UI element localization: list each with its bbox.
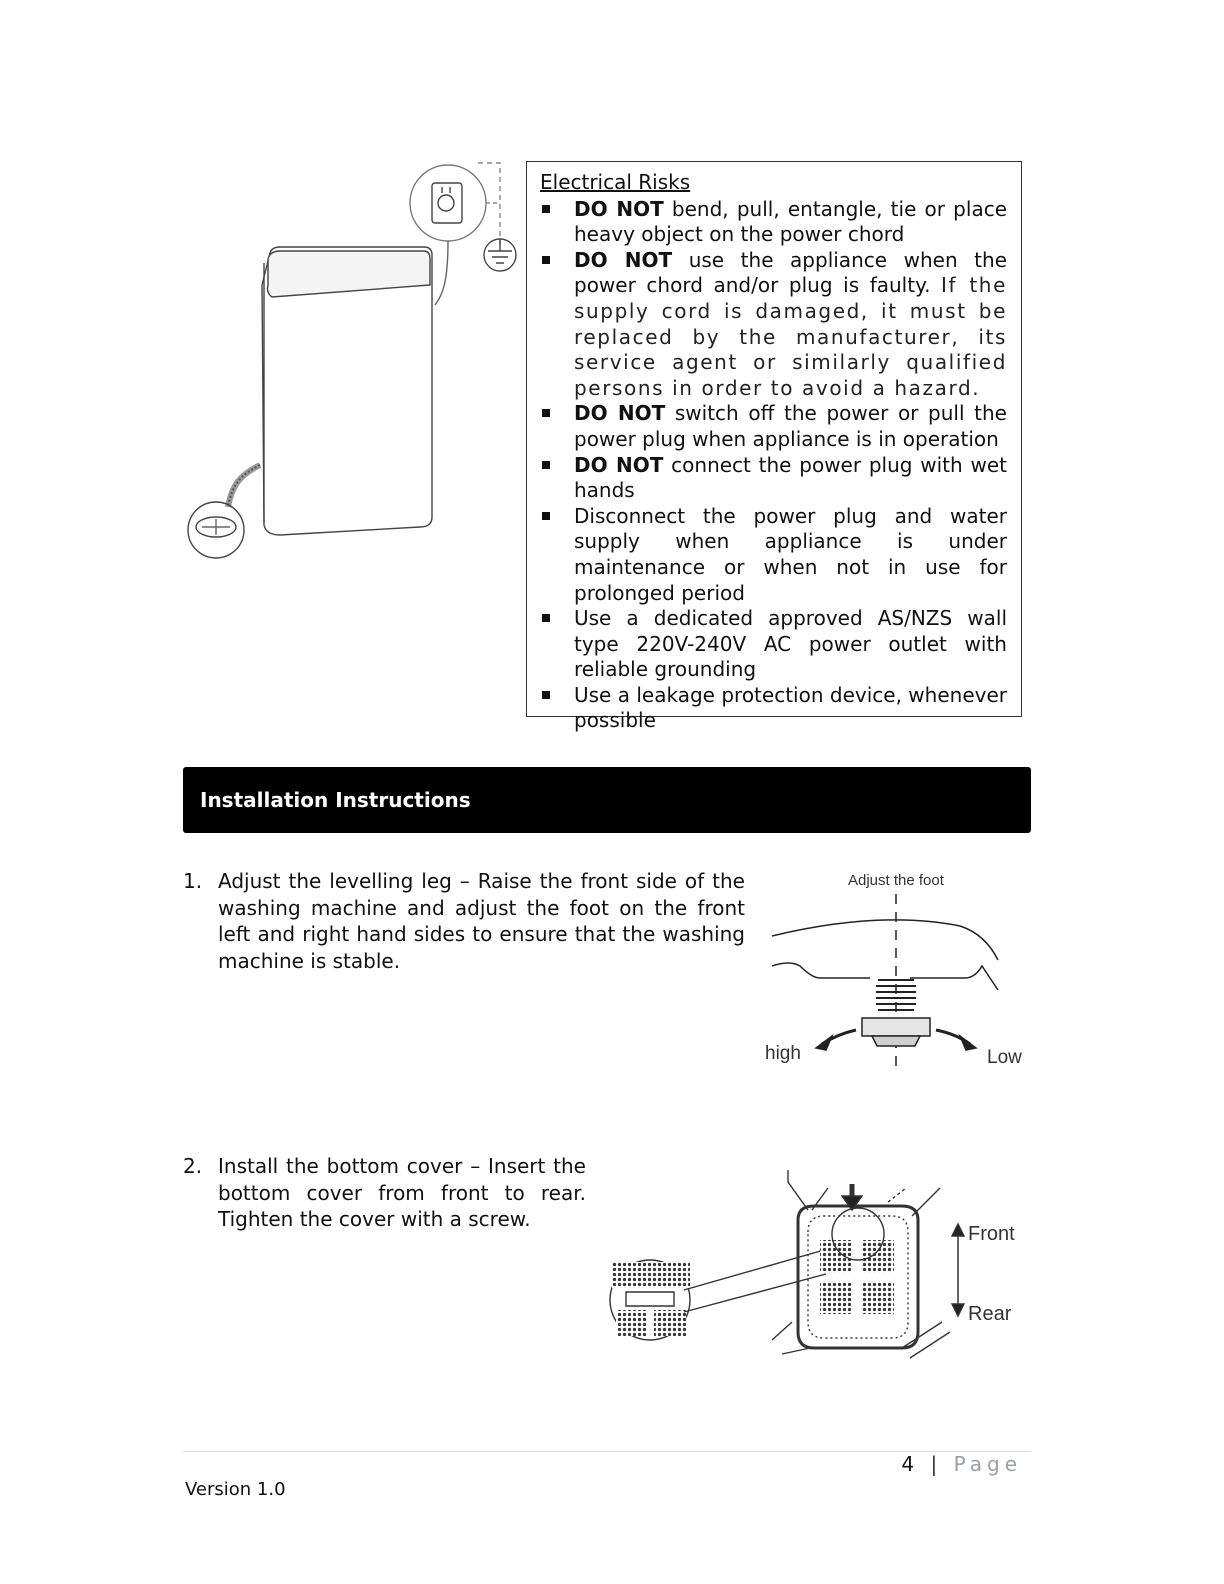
washing-machine-illustration bbox=[180, 155, 520, 575]
risk-item: Use a dedicated approved AS/NZS wall type 220V-240V AC power outlet with reliable grounding bbox=[540, 606, 1007, 683]
bullet-icon bbox=[542, 614, 550, 622]
foot-low-label: Low bbox=[987, 1047, 1022, 1068]
bullet-icon bbox=[542, 205, 550, 213]
bullet-icon bbox=[542, 409, 550, 417]
section-title: Installation Instructions bbox=[200, 788, 471, 812]
page-number: 4 | Page bbox=[901, 1452, 1022, 1476]
bullet-icon bbox=[542, 461, 550, 469]
electrical-risks-title: Electrical Risks bbox=[540, 170, 691, 194]
step-2 bbox=[183, 1153, 586, 1233]
cover-rear-label: Rear bbox=[968, 1303, 1012, 1325]
step-1 bbox=[183, 868, 745, 974]
step-text: Adjust the levelling leg – Raise the front side of the washing machine and adjust the foot on the front left and right hand sides to ensure that the washing machine is stable. bbox=[218, 869, 745, 973]
foot-high-label: high bbox=[765, 1043, 801, 1064]
levelling-foot-diagram bbox=[760, 868, 1030, 1073]
risk-item: DO NOT switch off the power or pull the power plug when appliance is in operation bbox=[540, 401, 1007, 452]
risk-item: DO NOT bend, pull, entangle, tie or place heavy object on the power chord bbox=[540, 197, 1007, 248]
risk-item: DO NOT use the appliance when the power chord and/or plug is faulty. If the supply cord is damaged, it must be replaced by the manufacturer, its service agent or similarly qualified persons in order to avoid a hazard. bbox=[540, 248, 1007, 402]
bullet-icon bbox=[542, 256, 550, 264]
foot-caption: Adjust the foot bbox=[848, 872, 944, 889]
bullet-icon bbox=[542, 691, 550, 699]
supply-cord-note: If the supply cord is damaged, it must be replaced by the manufacturer, its service agent or similarly qualified persons in order to avoid a hazard. bbox=[574, 273, 1007, 400]
bottom-cover-diagram bbox=[602, 1162, 1032, 1367]
electrical-risks-list bbox=[540, 197, 1007, 734]
step-number: 1. bbox=[183, 869, 203, 893]
step-number: 2. bbox=[183, 1154, 203, 1178]
risk-item: Use a leakage protection device, whenever possible bbox=[540, 683, 1007, 734]
cover-front-label: Front bbox=[968, 1223, 1015, 1245]
risk-item: DO NOT connect the power plug with wet hands bbox=[540, 453, 1007, 504]
section-header-bar bbox=[183, 767, 1031, 833]
electrical-risks-box bbox=[526, 161, 1022, 733]
step-text: Install the bottom cover – Insert the bottom cover from front to rear. Tighten the cover with a screw. bbox=[218, 1154, 586, 1231]
risk-item: Disconnect the power plug and water supply when appliance is under maintenance or when not in use for prolonged period bbox=[540, 504, 1007, 606]
bullet-icon bbox=[542, 512, 550, 520]
version-label: Version 1.0 bbox=[185, 1479, 286, 1500]
